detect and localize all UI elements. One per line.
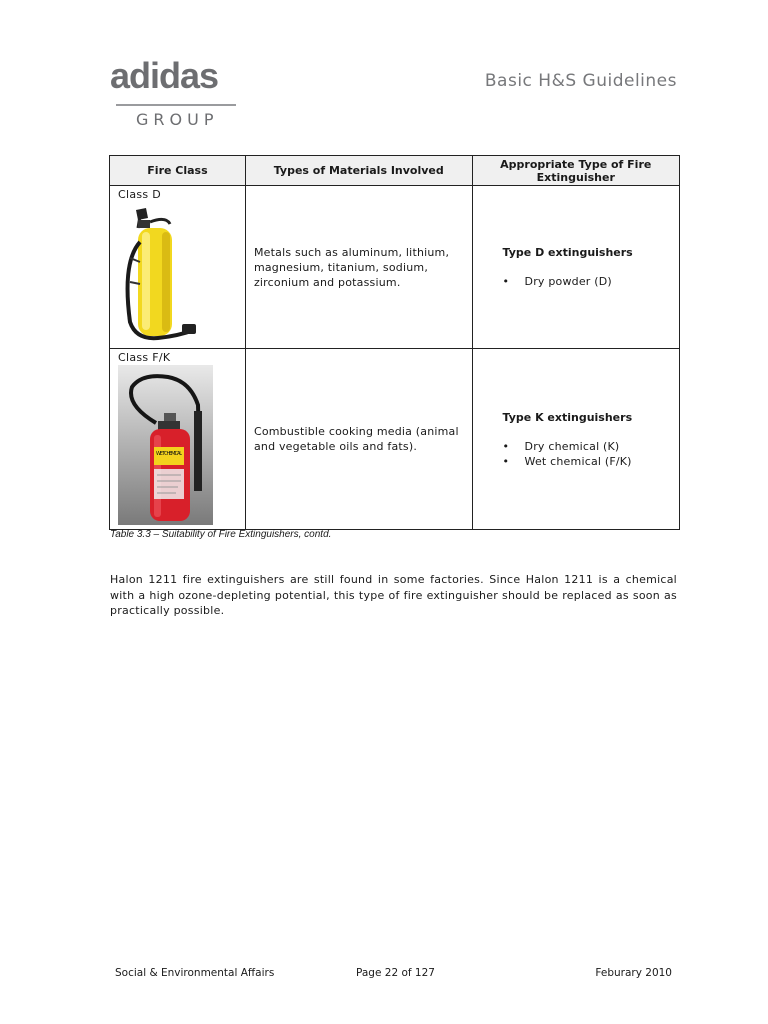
- fire-class-table: [109, 155, 680, 530]
- list-item: • Dry chemical (K): [525, 439, 669, 454]
- extinguisher-list: [503, 439, 669, 469]
- column-header-materials: Types of Materials Involved: [245, 156, 472, 186]
- materials-cell: Combustible cooking media (animal and vegetable oils and fats).: [245, 349, 472, 530]
- yellow-extinguisher-image: [118, 202, 202, 344]
- table-header-row: [110, 156, 680, 186]
- fire-class-label: Class D: [118, 188, 162, 201]
- table-row: [110, 186, 680, 349]
- extinguisher-cell: [472, 349, 679, 530]
- list-item: • Dry powder (D): [525, 274, 669, 289]
- logo-divider: [116, 104, 236, 106]
- column-header-extinguisher: Appropriate Type of Fire Extinguisher: [472, 156, 679, 186]
- footer-department: Social & Environmental Affairs: [115, 967, 275, 979]
- materials-cell: Metals such as aluminum, lithium, magnesium, titanium, sodium, zirconium and potassium.: [245, 186, 472, 349]
- extinguisher-cell: [472, 186, 679, 349]
- logo-wordmark: adidas: [110, 55, 219, 96]
- extinguisher-list: [503, 274, 669, 289]
- red-extinguisher-image: [118, 365, 213, 525]
- footer-page-number: Page 22 of 127: [356, 967, 435, 979]
- fire-class-cell: [110, 186, 246, 349]
- fire-class-label: Class F/K: [118, 351, 171, 364]
- extinguisher-label-text: WET CHEMICAL: [156, 451, 182, 457]
- extinguisher-type-title: Type D extinguishers: [502, 246, 633, 259]
- halon-paragraph: Halon 1211 fire extinguishers are still found in some factories. Since Halon 1211 is a chemical with a high ozone-depleting potential, this type of fire extinguisher should be replaced as soon as practically possible.: [110, 573, 677, 617]
- fire-class-cell: [110, 349, 246, 530]
- logo-group-text: GROUP: [136, 110, 219, 129]
- table-caption: Table 3.3 – Suitability of Fire Extinguishers, contd.: [110, 529, 332, 540]
- table-row: [110, 349, 680, 530]
- document-title: Basic H&S Guidelines: [484, 71, 677, 91]
- extinguisher-type-title: Type K extinguishers: [502, 410, 633, 424]
- list-item: • Wet chemical (F/K): [525, 454, 669, 469]
- column-header-fire-class: Fire Class: [110, 156, 246, 186]
- footer-date: Feburary 2010: [595, 967, 672, 979]
- adidas-group-logo: [110, 55, 244, 129]
